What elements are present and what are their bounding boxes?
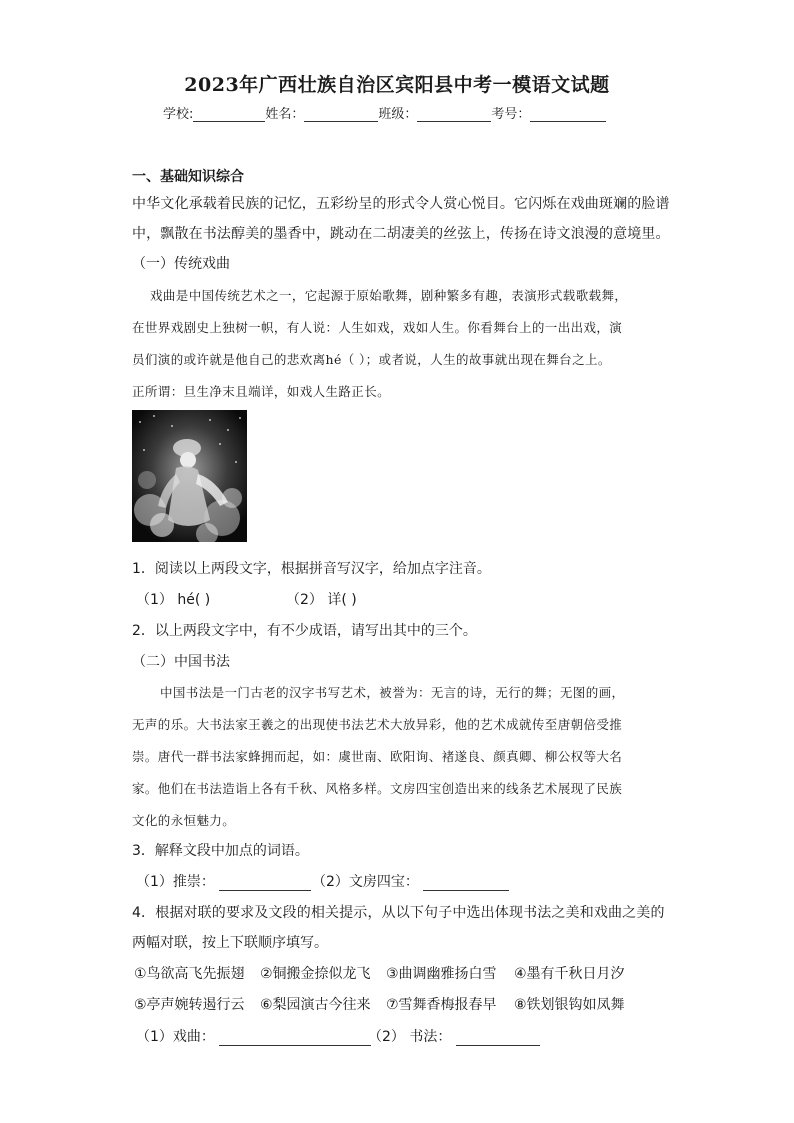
school-blank[interactable] xyxy=(193,107,265,122)
q3-answer-2 xyxy=(312,871,509,891)
q3-answer-2-label: （2）文房四宝： xyxy=(312,874,419,890)
q4-answer-2 xyxy=(368,1026,540,1046)
name-blank[interactable] xyxy=(304,107,378,122)
couplet-option: ⑧铁划银钩如凤舞 xyxy=(514,997,625,1013)
question-1: 1．阅读以上两段文字，根据拼音写汉字，给加点字注音。 xyxy=(132,561,491,577)
opera-performer-image xyxy=(132,410,247,542)
opera-paragraph-line: 正所谓：旦生净末且端详，如戏人生路正长。 xyxy=(132,384,391,399)
couplet-option: ③曲调幽雅扬白雪 xyxy=(386,966,497,982)
calligraphy-paragraph-line: 文化的永恒魅力。 xyxy=(132,813,236,828)
q3-answer-1-blank[interactable] xyxy=(219,876,311,891)
q3-answer-1-label: （1）推崇： xyxy=(136,874,215,890)
opera-paragraph-line: 员们演的或许就是他自己的悲欢离hé（ ）；或者说，人生的故事就出现在舞台之上。 xyxy=(132,352,611,367)
student-info-line xyxy=(163,103,606,122)
q4-answer-2-blank[interactable] xyxy=(456,1031,540,1046)
calligraphy-paragraph-line: 家。他们在书法造诣上各有千秋、风格多样。文房四宝创造出来的线条艺术展现了民族 xyxy=(132,781,623,796)
calligraphy-paragraph-line: 无声的乐。大书法家王羲之的出现使书法艺术大放异彩，他的艺术成就传至唐朝倍受推 xyxy=(132,717,623,732)
calligraphy-paragraph-line: 崇。唐代一群书法家蜂拥而起，如：虞世南、欧阳询、褚遂良、颜真卿、柳公权等大名 xyxy=(132,749,623,764)
q3-answer-1 xyxy=(136,871,311,891)
section1-heading: 一、基础知识综合 xyxy=(132,169,244,185)
opera-paragraph-line: 在世界戏剧史上独树一帜，有人说：人生如戏，戏如人生。你看舞台上的一出出戏，演 xyxy=(132,320,623,335)
intro-line: 中，飘散在书法醇美的墨香中，跳动在二胡凄美的丝弦上，传扬在诗文浪漫的意境里。 xyxy=(132,226,670,242)
couplet-option: ①鸟欲高飞先振翅 xyxy=(134,966,245,982)
intro-line: 中华文化承载着民族的记忆，五彩纷呈的形式令人赏心悦目。它闪烁在戏曲斑斓的脸谱 xyxy=(132,196,670,212)
name-label: 姓名： xyxy=(265,107,305,122)
couplet-option: ②铜搬金捺似龙飞 xyxy=(260,966,371,982)
q1-option-2: （2） 详( ) xyxy=(286,592,357,608)
part2-heading: （二）中国书法 xyxy=(132,654,230,670)
opera-paragraph-line: 戏曲是中国传统艺术之一，它起源于原始歌舞，剧种繁多有趣，表演形式载歌载舞， xyxy=(150,288,628,303)
q3-answer-2-blank[interactable] xyxy=(423,876,509,891)
school-label: 学校: xyxy=(163,107,194,122)
couplet-option: ⑤亭声婉转遏行云 xyxy=(134,997,245,1013)
class-blank[interactable] xyxy=(417,107,491,122)
exam-no-label: 考号： xyxy=(491,107,531,122)
couplet-option: ④墨有千秋日月汐 xyxy=(514,966,625,982)
exam-title: 2023年广西壮族自治区宾阳县中考一模语文试题 xyxy=(184,74,610,96)
couplet-option: ⑦雪舞香梅报春早 xyxy=(386,997,497,1013)
couplet-option: ⑥梨园演古今往来 xyxy=(260,997,371,1013)
class-label: 班级： xyxy=(378,107,418,122)
q4-answer-1-label: （1）戏曲： xyxy=(136,1029,215,1045)
question-4-cont: 两幅对联，按上下联顺序填写。 xyxy=(132,935,328,951)
question-2: 2．以上两段文字中，有不少成语，请写出其中的三个。 xyxy=(132,623,477,639)
q4-answer-2-label: （2） 书法： xyxy=(368,1029,452,1045)
calligraphy-paragraph-line: 中国书法是一门古老的汉字书写艺术，被誉为：无言的诗，无行的舞；无图的画， xyxy=(160,685,625,700)
question-3: 3．解释文段中加点的词语。 xyxy=(132,843,309,859)
part1-heading: （一）传统戏曲 xyxy=(132,256,230,272)
q4-answer-1 xyxy=(136,1026,371,1046)
q1-option-1: （1） hé( ) xyxy=(136,592,211,608)
exam-no-blank[interactable] xyxy=(530,107,606,122)
question-4: 4．根据对联的要求及文段的相关提示，从以下句子中选出体现书法之美和戏曲之美的 xyxy=(132,905,665,921)
q4-answer-1-blank[interactable] xyxy=(219,1031,371,1046)
